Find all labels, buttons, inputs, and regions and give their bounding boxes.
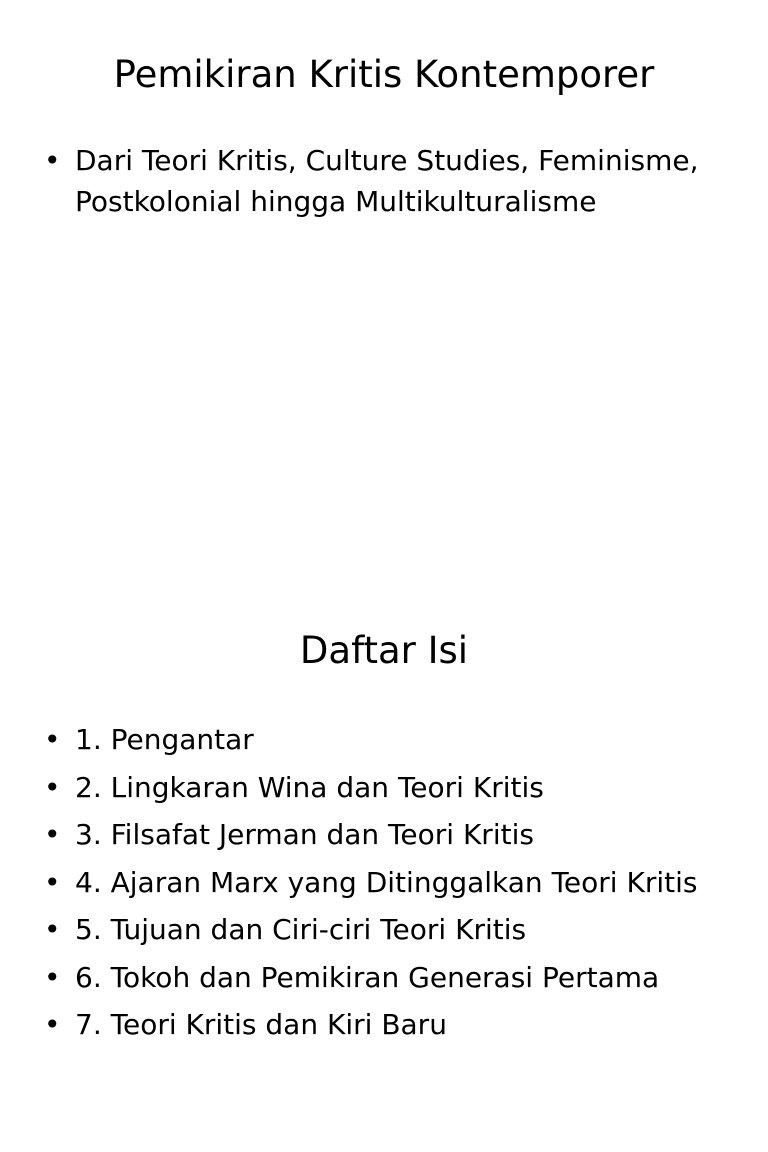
toc-item-text: 1. Pengantar [75,723,254,756]
toc-item-text: 6. Tokoh dan Pemikiran Generasi Pertama [75,960,660,994]
toc-item-text: 7. Teori Kritis dan Kiri Baru [75,1008,447,1041]
bullet-dot-icon: • [44,723,61,756]
toc-item-text: 5. Tujuan dan Ciri-ciri Teori Kritis [75,913,527,946]
bullet-text: Dari Teori Kritis, Culture Studies, Feminisme, Postkolonial hingga Multikulturalisme [75,144,699,218]
toc-item-text: 2. Lingkaran Wina dan Teori Kritis [75,770,544,804]
toc-item [38,811,738,859]
toc-item [38,716,738,764]
bullet-item [38,140,738,222]
toc-item-text: 3. Filsafat Jerman dan Teori Kritis [75,818,534,851]
bullet-dot-icon: • [44,960,61,994]
toc-item [38,954,738,1002]
toc-item [38,906,738,954]
bullet-dot-icon: • [44,818,61,851]
toc-item [38,1001,738,1049]
toc-item-text: 4. Ajaran Marx yang Ditinggalkan Teori Kritis [75,865,698,899]
toc-list [38,716,738,1049]
bullet-dot-icon: • [44,144,61,177]
bullet-dot-icon: • [44,1008,61,1041]
slide-title: Pemikiran Kritis Kontemporer [113,53,655,96]
toc-item [38,859,738,907]
slide-title: Daftar Isi [299,629,469,672]
toc-item [38,764,738,812]
slide-table-of-contents [0,576,768,1152]
bullet-dot-icon: • [44,913,61,946]
bullet-dot-icon: • [44,770,61,804]
slide-bullet-list [38,140,738,222]
bullet-dot-icon: • [44,865,61,899]
